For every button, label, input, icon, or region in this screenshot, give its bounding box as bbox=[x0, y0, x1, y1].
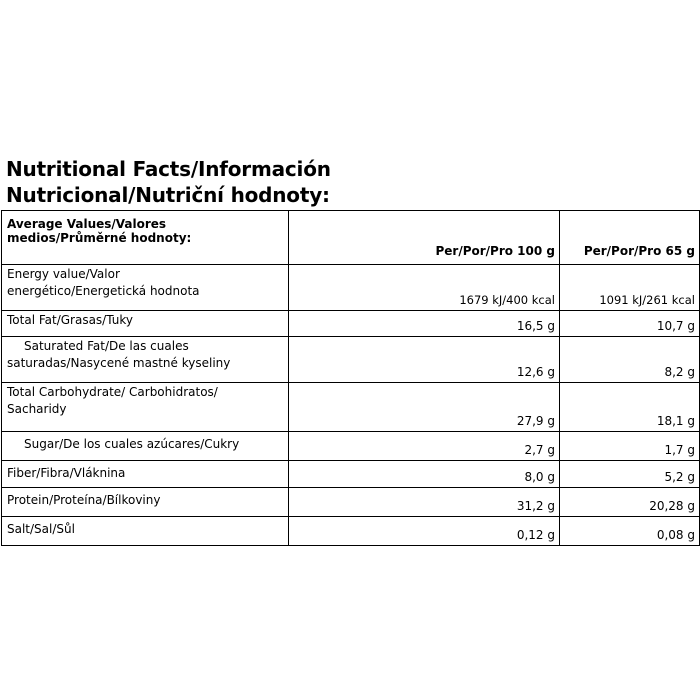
nutrient-name: Energy value/Valor energético/Energetická hodnota bbox=[2, 265, 289, 311]
header-per-100g: Per/Por/Pro 100 g bbox=[289, 211, 560, 265]
title-line-2: Nutricional/Nutriční hodnoty: bbox=[6, 183, 330, 207]
nutrient-name: Protein/Proteína/Bílkoviny bbox=[2, 488, 289, 517]
value-per-65g: 5,2 g bbox=[560, 461, 700, 488]
header-average-values: Average Values/Valores medios/Průměrné hodnoty: bbox=[2, 211, 289, 265]
table-row bbox=[2, 517, 700, 546]
table-row bbox=[2, 461, 700, 488]
value-per-100g: 1679 kJ/400 kcal bbox=[289, 265, 560, 311]
nutrient-name: Total Carbohydrate/ Carbohidratos/ Sacharidy bbox=[2, 383, 289, 432]
value-per-100g: 16,5 g bbox=[289, 311, 560, 337]
value-per-65g: 10,7 g bbox=[560, 311, 700, 337]
nutrient-name: Sugar/De los cuales azúcares/Cukry bbox=[2, 432, 289, 461]
header-per-65g: Per/Por/Pro 65 g bbox=[560, 211, 700, 265]
value-per-65g: 8,2 g bbox=[560, 337, 700, 383]
nutrient-name: Total Fat/Grasas/Tuky bbox=[2, 311, 289, 337]
page-title bbox=[6, 156, 331, 208]
table-row bbox=[2, 337, 700, 383]
value-per-100g: 12,6 g bbox=[289, 337, 560, 383]
table-header-row bbox=[2, 211, 700, 265]
value-per-100g: 0,12 g bbox=[289, 517, 560, 546]
title-line-1: Nutritional Facts/Información bbox=[6, 157, 331, 181]
table-row bbox=[2, 265, 700, 311]
value-per-65g: 18,1 g bbox=[560, 383, 700, 432]
table-row bbox=[2, 432, 700, 461]
value-per-65g: 0,08 g bbox=[560, 517, 700, 546]
nutrient-name: Salt/Sal/Sůl bbox=[2, 517, 289, 546]
nutrient-name: Saturated Fat/De las cuales saturadas/Nasycené mastné kyseliny bbox=[2, 337, 289, 383]
table-row bbox=[2, 311, 700, 337]
value-per-65g: 20,28 g bbox=[560, 488, 700, 517]
value-per-100g: 8,0 g bbox=[289, 461, 560, 488]
value-per-65g: 1,7 g bbox=[560, 432, 700, 461]
nutrition-table bbox=[1, 210, 700, 546]
value-per-100g: 31,2 g bbox=[289, 488, 560, 517]
table-row bbox=[2, 383, 700, 432]
nutrient-name: Fiber/Fibra/Vláknina bbox=[2, 461, 289, 488]
table-row bbox=[2, 488, 700, 517]
value-per-65g: 1091 kJ/261 kcal bbox=[560, 265, 700, 311]
value-per-100g: 2,7 g bbox=[289, 432, 560, 461]
value-per-100g: 27,9 g bbox=[289, 383, 560, 432]
